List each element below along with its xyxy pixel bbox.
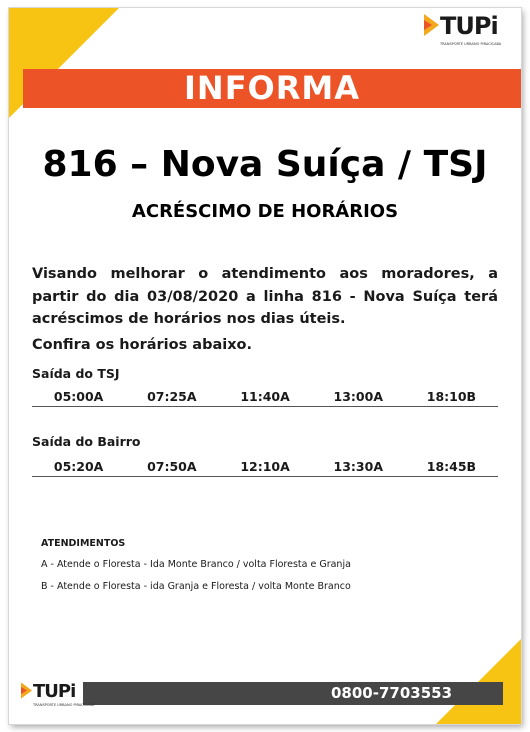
atendimento-item-b: B - Atende o Floresta - ida Granja e Floresta / volta Monte Branco <box>41 581 351 592</box>
intro-paragraph: Visando melhorar o atendimento aos moradores, a partir do dia 03/08/2020 a linha 816 - Nova Suíça terá acréscimos de horários nos dias úteis. <box>32 266 498 327</box>
logo-text: TUPi <box>440 12 498 40</box>
atendimentos-title: ATENDIMENTOS <box>41 538 126 549</box>
time-cell: 12:10A <box>240 459 290 474</box>
notice-sheet <box>9 8 521 724</box>
schedule-label-tsj: Saída do TSJ <box>32 366 120 381</box>
time-cell: 11:40A <box>240 389 290 404</box>
time-cell: 18:10B <box>426 389 477 404</box>
atendimento-item-a: A - Atende o Floresta - Ida Monte Branco / volta Floresta e Granja <box>41 559 351 570</box>
logo-arrow-icon <box>21 682 32 699</box>
schedule-times-tsj <box>32 389 498 407</box>
time-cell: 05:00A <box>53 389 104 404</box>
time-cell: 13:30A <box>333 459 383 474</box>
schedule-label-bairro: Saída do Bairro <box>32 434 141 449</box>
time-cell: 13:00A <box>333 389 383 404</box>
page-title: 816 – Nova Suíça / TSJ <box>42 144 488 185</box>
time-cell: 07:50A <box>147 459 197 474</box>
logo-text: TUPi <box>33 681 76 702</box>
logo-tagline: TRANSPORTE URBANO PIRACICABA <box>440 42 502 46</box>
schedule-times-bairro <box>32 459 498 477</box>
time-cell: 05:20A <box>53 459 104 474</box>
confira-text: Confira os horários abaixo. <box>32 337 253 353</box>
page-subtitle: ACRÉSCIMO DE HORÁRIOS <box>131 201 399 222</box>
logo-arrow-icon <box>424 14 439 36</box>
logo-top <box>424 12 502 46</box>
time-cell: 18:45B <box>426 459 477 474</box>
logo-bottom <box>21 681 95 707</box>
logo-tagline: TRANSPORTE URBANO PIRACICABA <box>33 703 95 707</box>
informa-banner: INFORMA <box>23 69 521 108</box>
footer-phone: 0800-7703553 <box>331 684 453 702</box>
time-cell: 07:25A <box>147 389 197 404</box>
